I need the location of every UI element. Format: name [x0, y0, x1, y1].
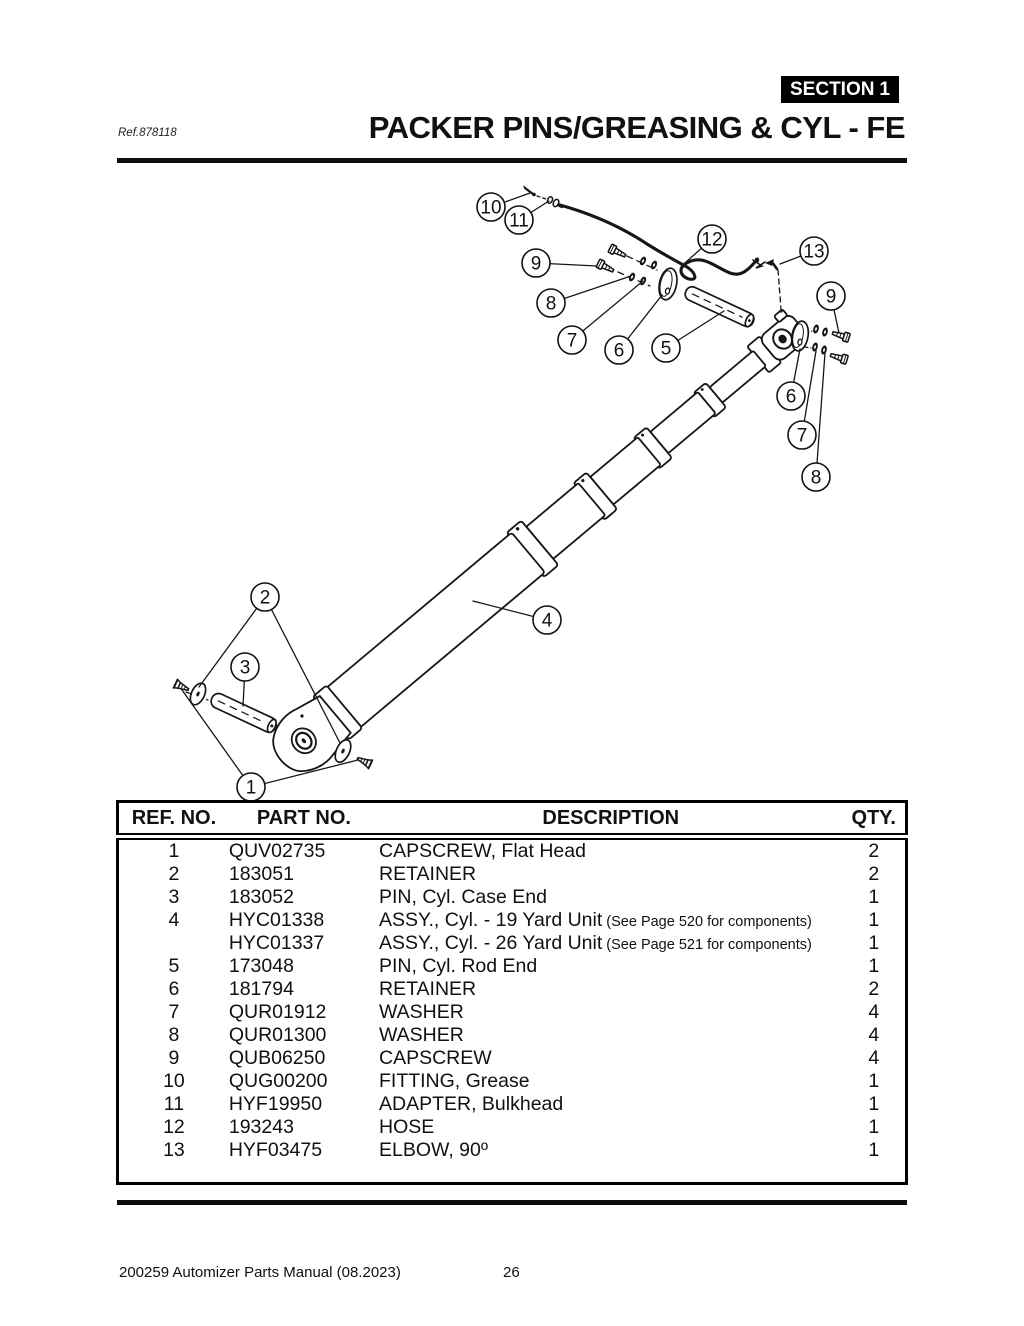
cell-description: PIN, Cyl. Case End — [378, 885, 547, 908]
section-label: SECTION — [790, 78, 875, 100]
center-lines — [186, 196, 812, 749]
spacer-cell — [379, 1162, 843, 1184]
table-row — [118, 1047, 907, 1070]
callout-12 — [698, 225, 726, 253]
callout-4 — [533, 606, 561, 634]
port-dot — [779, 309, 782, 312]
cell-description: CAPSCREW — [378, 1046, 492, 1069]
footer-manual-name: 200259 Automizer Parts Manual (08.2023) — [119, 1264, 401, 1281]
svg-text:5: 5 — [660, 338, 672, 360]
table-spacer-row — [118, 1162, 907, 1184]
cell-ref-no: 2 — [168, 862, 180, 885]
svg-text:1: 1 — [245, 777, 257, 799]
cell-qty: 2 — [868, 977, 880, 1000]
cell-ref-no: 7 — [168, 1000, 180, 1023]
cell-part-no: HYF19950 — [228, 1092, 323, 1115]
col-description: DESCRIPTION — [379, 802, 843, 837]
cell-qty: 1 — [868, 954, 880, 977]
cell-part-no: QUV02735 — [228, 839, 326, 862]
col-part-no: PART NO. — [229, 802, 379, 837]
reference-number: Ref.878118 — [118, 127, 177, 139]
table-row — [118, 1024, 907, 1047]
parts-table — [116, 800, 908, 1185]
cell-ref-no — [118, 932, 229, 955]
cell-ref-no: 6 — [168, 977, 180, 1000]
hex-capscrew — [596, 259, 615, 275]
table-row — [118, 1093, 907, 1116]
retainer-plate — [656, 267, 679, 302]
cell-qty: 1 — [868, 1069, 880, 1092]
svg-text:13: 13 — [803, 241, 825, 263]
table-row — [118, 863, 907, 886]
cell-ref-no: 3 — [168, 885, 180, 908]
cell-qty: 4 — [868, 1000, 880, 1023]
cell-description: WASHER — [378, 1000, 464, 1023]
svg-text:7: 7 — [796, 425, 808, 447]
spacer-cell — [118, 1162, 229, 1184]
callout-8 — [802, 463, 830, 491]
svg-text:4: 4 — [541, 610, 553, 632]
table-row — [118, 886, 907, 909]
callout-10 — [477, 193, 505, 221]
col-qty: QTY. — [843, 802, 907, 837]
callout-1 — [237, 773, 265, 800]
flat-capscrew — [356, 754, 372, 768]
washers-right — [811, 324, 829, 355]
svg-text:2: 2 — [259, 587, 271, 609]
cell-qty: 1 — [868, 1138, 880, 1161]
table-row — [118, 955, 907, 978]
section-number: 1 — [879, 78, 890, 100]
callout-5 — [652, 334, 680, 362]
callout-7 — [558, 326, 586, 354]
cell-qty: 1 — [868, 931, 880, 954]
cell-qty: 4 — [868, 1023, 880, 1046]
page-title: PACKER PINS/GREASING & CYL - FE — [368, 110, 905, 145]
cell-description: ASSY., Cyl. - 26 Yard Unit (See Page 521 for components) — [378, 931, 812, 954]
svg-text:6: 6 — [785, 386, 797, 408]
cylinder-barrel — [325, 533, 545, 730]
svg-text:12: 12 — [701, 229, 723, 251]
callout-3 — [231, 653, 259, 681]
cell-part-no: QUR01912 — [228, 1000, 327, 1023]
elbow-fitting — [765, 259, 777, 269]
callout-13 — [800, 237, 828, 265]
cell-qty: 4 — [868, 1046, 880, 1069]
svg-text:7: 7 — [566, 330, 578, 352]
hex-capscrew — [608, 244, 627, 260]
cell-description-note: (See Page 521 for components) — [602, 936, 812, 953]
cell-description: ADAPTER, Bulkhead — [378, 1092, 564, 1115]
table-header-row — [118, 802, 907, 837]
callout-11 — [505, 206, 533, 234]
table-row — [118, 1070, 907, 1093]
table-row — [118, 932, 907, 955]
callout-8 — [537, 289, 565, 317]
table-row — [118, 978, 907, 1001]
table-row — [118, 1001, 907, 1024]
cell-ref-no: 5 — [168, 954, 180, 977]
cell-part-no: QUR01300 — [228, 1023, 327, 1046]
cell-qty: 2 — [868, 839, 880, 862]
cell-description: CAPSCREW, Flat Head — [378, 839, 586, 862]
cell-part-no: 181794 — [228, 977, 294, 1000]
svg-text:8: 8 — [810, 467, 822, 489]
cell-ref-no: 9 — [168, 1046, 180, 1069]
callout-9 — [817, 282, 845, 310]
cell-part-no: QUG00200 — [228, 1069, 328, 1092]
cylinder-assembly — [261, 302, 819, 784]
spacer-cell — [229, 1162, 379, 1184]
cell-description: ASSY., Cyl. - 19 Yard Unit (See Page 520 for components) — [378, 908, 812, 931]
cell-description: HOSE — [378, 1115, 435, 1138]
cell-description: FITTING, Grease — [378, 1069, 530, 1092]
svg-text:9: 9 — [825, 286, 837, 308]
flat-capscrew — [174, 680, 190, 694]
cell-description-note: (See Page 520 for components) — [602, 913, 812, 930]
table-row — [118, 1116, 907, 1139]
spacer-cell — [843, 1162, 907, 1184]
callout-6 — [777, 382, 805, 410]
cell-part-no: 173048 — [228, 954, 294, 977]
cell-ref-no: 4 — [168, 908, 180, 931]
cell-description: RETAINER — [378, 977, 477, 1000]
svg-text:8: 8 — [545, 293, 557, 315]
cell-part-no: 183052 — [228, 885, 294, 908]
cell-ref-no: 1 — [168, 839, 180, 862]
parts-table-body — [118, 837, 907, 1184]
cell-ref-no: 13 — [163, 1138, 185, 1161]
cell-ref-no: 12 — [163, 1115, 185, 1138]
callout-2 — [251, 583, 279, 611]
cell-qty: 1 — [868, 1092, 880, 1115]
svg-text:11: 11 — [509, 210, 529, 232]
cell-qty: 2 — [868, 862, 880, 885]
cell-description: WASHER — [378, 1023, 464, 1046]
svg-text:6: 6 — [613, 340, 625, 362]
cell-ref-no: 8 — [168, 1023, 180, 1046]
hex-capscrew — [831, 329, 850, 343]
cell-qty: 1 — [868, 908, 880, 931]
clevis-grease-dot — [300, 714, 303, 717]
cell-part-no: HYC01337 — [228, 931, 325, 954]
table-row — [118, 909, 907, 932]
cell-part-no: 183051 — [228, 862, 294, 885]
cell-ref-no: 10 — [163, 1069, 185, 1092]
cell-description: ELBOW, 90º — [378, 1138, 488, 1161]
table-row — [118, 837, 907, 864]
hose-end-fitting — [755, 257, 759, 262]
cell-qty: 1 — [868, 885, 880, 908]
col-ref-no: REF. NO. — [118, 802, 229, 837]
svg-text:9: 9 — [530, 253, 542, 275]
retainer-disc — [187, 681, 209, 707]
cell-part-no: HYF03475 — [228, 1138, 323, 1161]
callout-9 — [522, 249, 550, 277]
cell-qty: 1 — [868, 1115, 880, 1138]
hex-capscrew — [829, 351, 848, 365]
table-row — [118, 1139, 907, 1162]
pin-rod-end — [683, 285, 756, 329]
leader-lines — [182, 193, 839, 787]
footer-page-number: 26 — [503, 1264, 520, 1281]
cell-part-no: QUB06250 — [228, 1046, 326, 1069]
callout-6 — [605, 336, 633, 364]
svg-text:10: 10 — [480, 197, 502, 219]
cell-description: PIN, Cyl. Rod End — [378, 954, 538, 977]
cell-part-no: HYC01338 — [228, 908, 325, 931]
cell-description: RETAINER — [378, 862, 477, 885]
bottom-rule — [117, 1200, 907, 1205]
cell-part-no: 193243 — [228, 1115, 294, 1138]
svg-text:3: 3 — [239, 657, 251, 679]
callout-7 — [788, 421, 816, 449]
cell-ref-no: 11 — [163, 1092, 185, 1115]
